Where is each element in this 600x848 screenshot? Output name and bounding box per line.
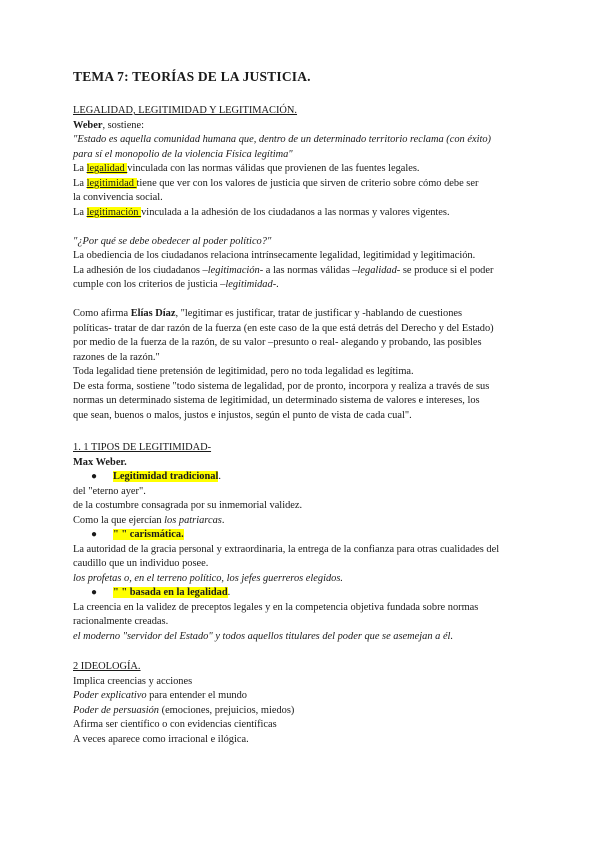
spacer	[73, 220, 533, 235]
question-line: "¿Por qué se debe obedecer al poder político?"	[73, 235, 272, 247]
text-line: la convivencia social.	[73, 192, 163, 203]
text-line: del "eterno ayer".	[73, 485, 146, 497]
weber-intro: Weber, sostiene:	[73, 119, 144, 131]
highlighted-term: legitimidad	[86, 177, 137, 189]
bullet-icon: ●	[91, 529, 98, 540]
bullet-item: ● " " carismática.	[73, 528, 533, 543]
text-line: que sean, buenos o malos, justos e injustos, según el punto de vista de cada cual".	[73, 409, 412, 421]
weber-quote-line: "Estado es aquella comunidad humana que, dentro de un determinado territorio reclama (con éxito)	[73, 134, 491, 145]
section-heading: 2 IDEOLOGÍA.	[73, 661, 141, 672]
highlighted-term: legalidad	[86, 163, 128, 174]
text-line: Como la que ejercían los patriarcas.	[73, 514, 225, 526]
text-line: racionalmente creadas.	[73, 616, 169, 627]
text-line: los profetas o, en el terreno político, los jefes guerreros elegidos.	[73, 572, 344, 584]
text-line: Afirma ser científico o con evidencias científicas	[73, 719, 277, 730]
section-legalidad	[73, 104, 533, 423]
bullet-icon: ●	[91, 587, 98, 598]
section-tipos-legitimidad	[73, 441, 533, 644]
diaz-quote-line: Como afirma Elías Díaz, "legitimar es justificar, tratar de justificar y -hablando de cuestiones	[73, 308, 463, 319]
adhesion-line: La adhesión de los ciudadanos –legitimación- a las normas válidas –legalidad- se produce si el poder	[73, 264, 494, 276]
section-ideologia	[73, 660, 533, 747]
text-line: A veces aparece como irracional e ilógica.	[73, 733, 249, 745]
text-line: caudillo que un individuo posee.	[73, 558, 209, 569]
text-line: normas un determinado sistema de legitimidad, un determinado sistema de valores e intereses, los	[73, 395, 480, 406]
text-line: Implica creencias y acciones	[73, 675, 193, 687]
text-line: La obediencia de los ciudadanos relaciona intrínsecamente legalidad, legitimidad y legitimación.	[73, 250, 476, 261]
text-line: Poder de persuasión (emociones, prejuicios, miedos)	[73, 704, 295, 716]
page-title: TEMA 7: TEORÍAS DE LA JUSTICIA.	[73, 69, 311, 84]
legalidad-definition: La legalidad vinculada con las normas válidas que provienen de las fuentes legales.	[73, 163, 420, 174]
text-line: La creencia en la validez de preceptos legales y en la competencia objetiva fundada sobre normas	[73, 601, 479, 613]
legitimacion-definition: La legitimación vinculada a la adhesión de los ciudadanos a las normas y valores vigentes.	[73, 206, 450, 218]
text-line: de la costumbre consagrada por su inmemorial validez.	[73, 500, 303, 511]
text-line: De esta forma, sostiene "todo sistema de legalidad, por de pronto, incorpora y realiza a través de sus	[73, 380, 490, 392]
text-line: Poder explicativo para entender el mundo	[73, 690, 247, 701]
bullet-item: ● Legitimidad tradicional.	[73, 470, 533, 485]
author-line: Max Weber.	[73, 456, 127, 468]
text-line: Toda legalidad tiene pretensión de legitimidad, pero no toda legalidad es legítima.	[73, 366, 414, 377]
section-heading: LEGALIDAD, LEGITIMIDAD Y LEGITIMACIÓN.	[73, 105, 298, 116]
weber-quote-line: para sí el monopolio de la violencia Física legítima"	[73, 148, 293, 160]
section-heading: 1. 1 TIPOS DE LEGITIMIDAD-	[73, 442, 212, 453]
highlighted-term: legitimación	[86, 206, 142, 218]
adhesion-line: cumple con los criterios de justicia –legitimidad-.	[73, 279, 279, 290]
text-line: razones de la razón."	[73, 351, 160, 363]
bullet-item: ● " " basada en la legalidad.	[73, 586, 533, 601]
bullet-icon: ●	[91, 471, 98, 482]
spacer	[73, 293, 533, 308]
legitimidad-definition: La legitimidad tiene que ver con los valores de justicia que sirven de criterio sobre cómo debe ser	[73, 177, 479, 189]
text-line: políticas- tratar de dar razón de la fuerza (en este caso de la que está detrás del Derecho y del Estado)	[73, 322, 494, 334]
text-line: por medio de la fuerza de la razón, de su valor –presunto o real- alegando y probando, las posibles	[73, 337, 482, 348]
text-line: La autoridad de la gracia personal y extraordinaria, la entrega de la confianza para otras cualidades del	[73, 543, 500, 555]
text-line: el moderno "servidor del Estado" y todos aquellos titulares del poder que se asemejan a él.	[73, 630, 454, 642]
